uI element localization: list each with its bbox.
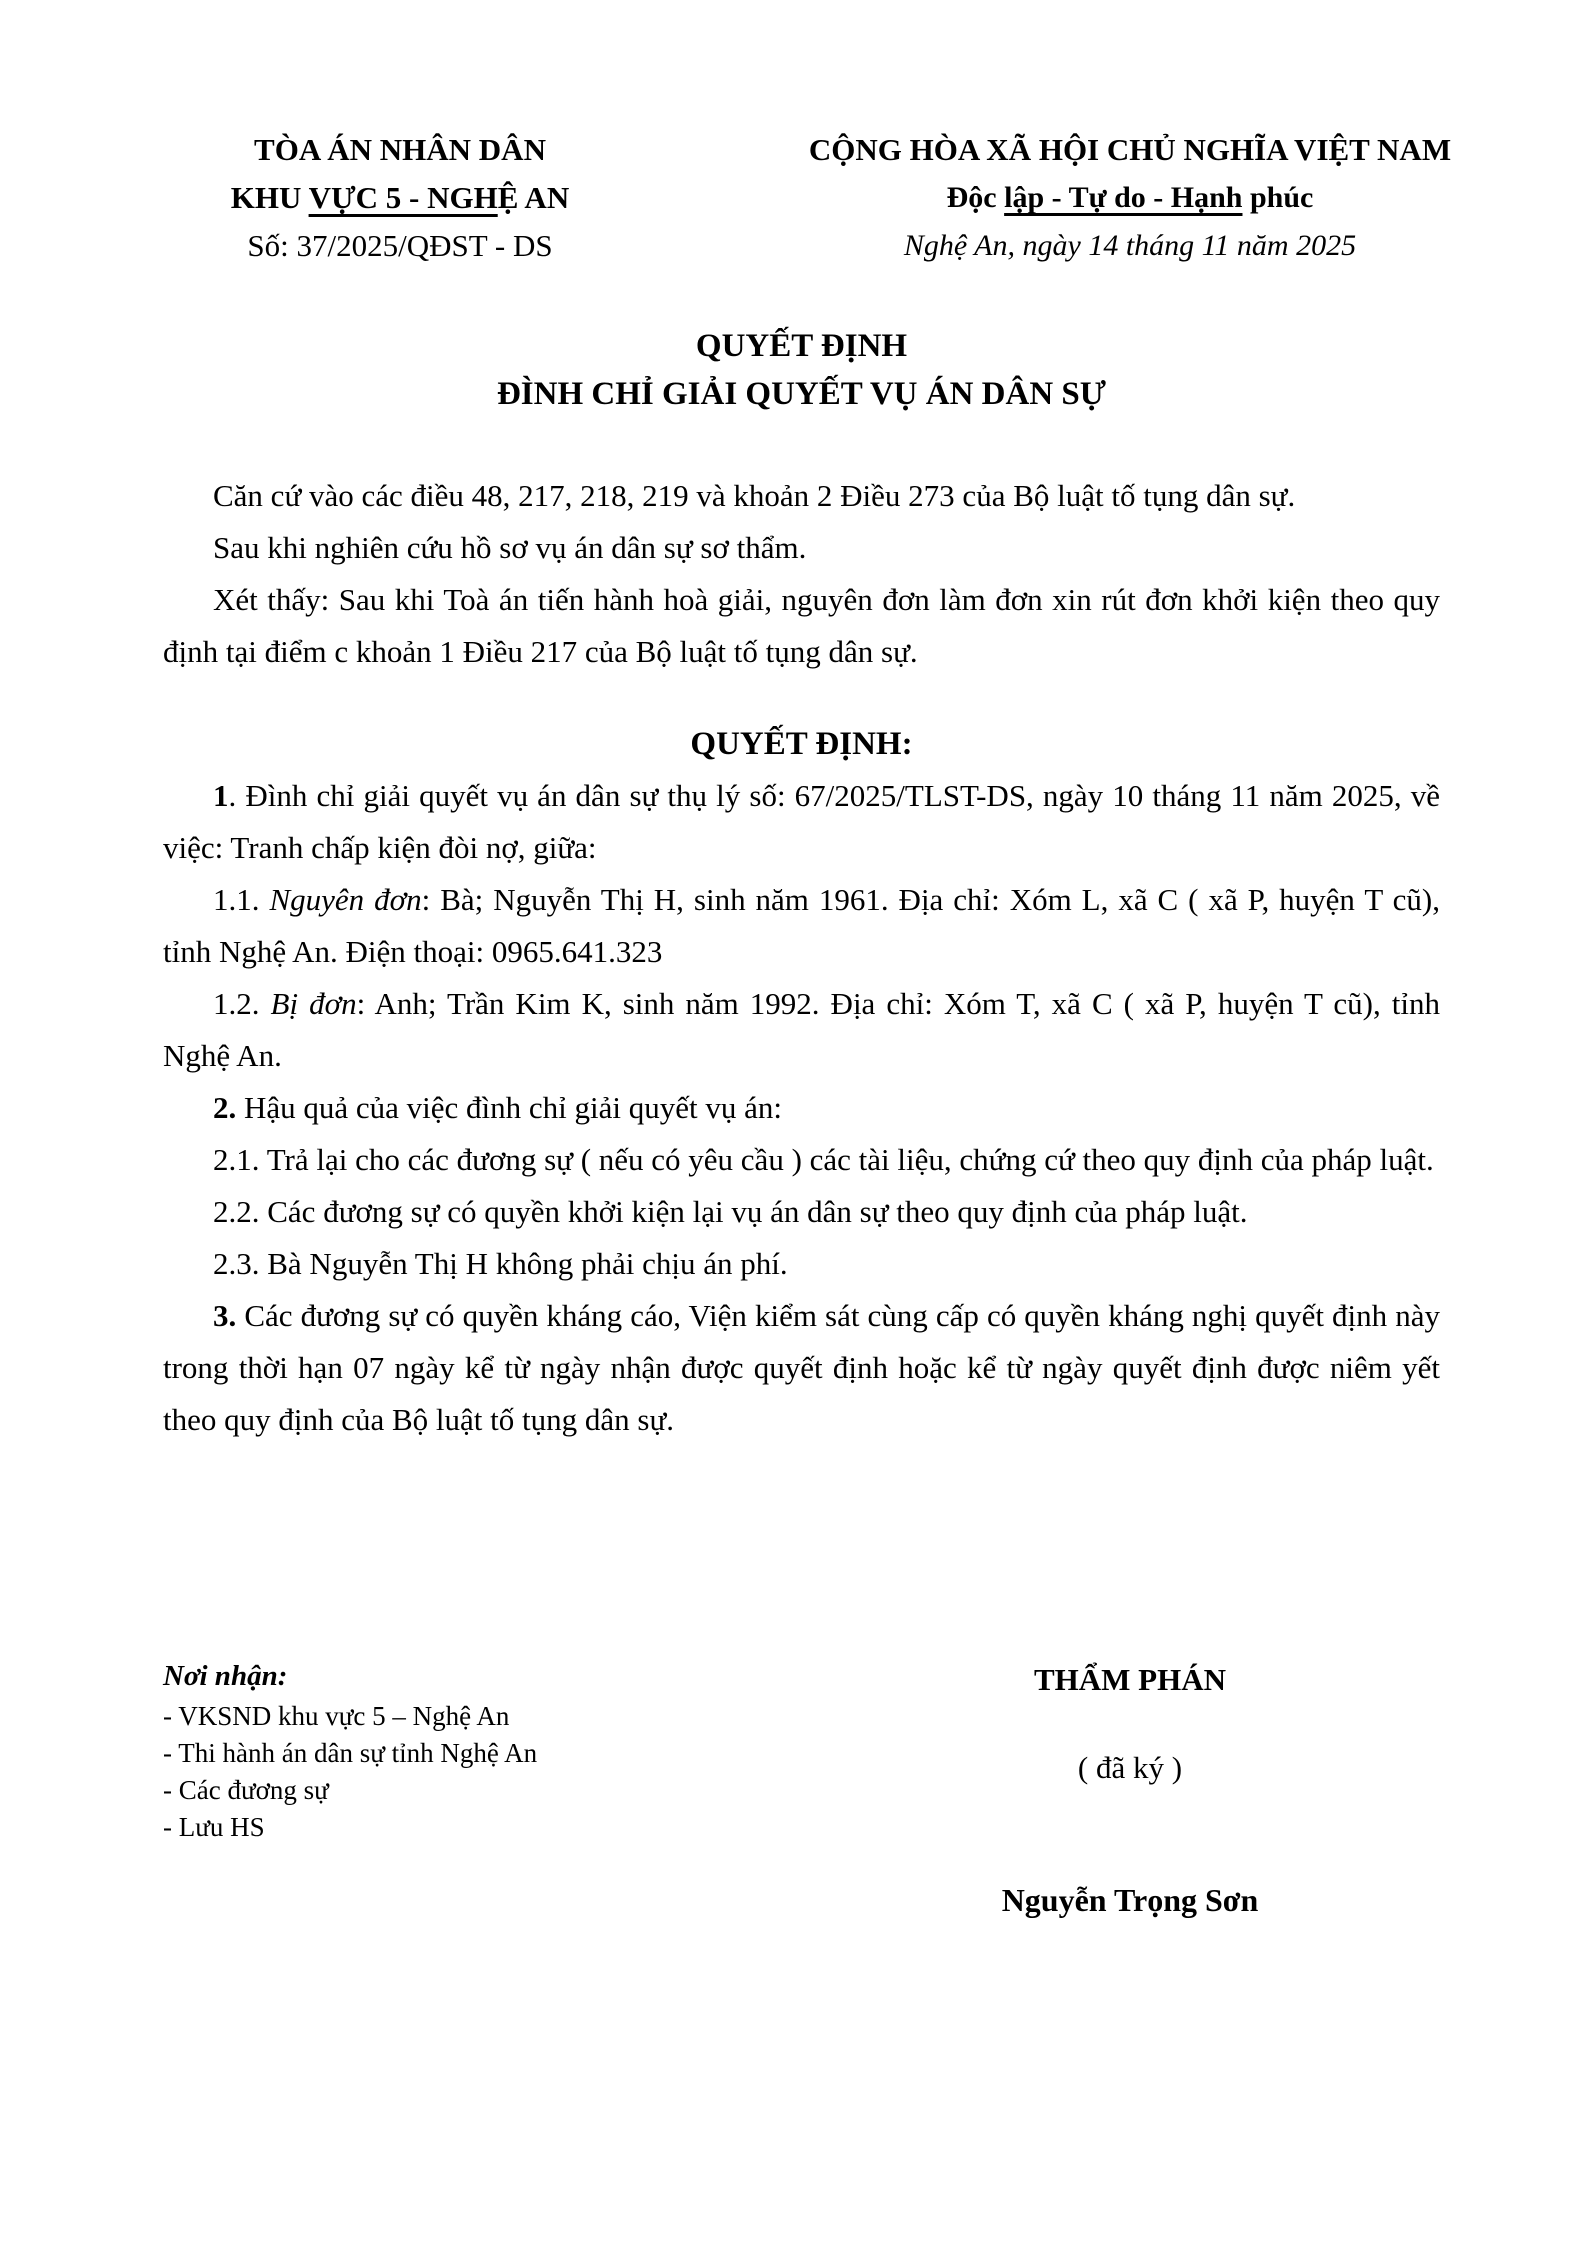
item-3-number: 3. [213, 1298, 237, 1333]
document-number: Số: 37/2025/QĐST - DS [247, 228, 553, 263]
signed-note: ( đã ký ) [1077, 1750, 1183, 1785]
item-1-2-role-label: Bị đơn [270, 986, 357, 1021]
paragraph-item-2-2: 2.2. Các đương sự có quyền khởi kiện lại vụ án dân sự theo quy định của pháp luật. [213, 1194, 1248, 1229]
paragraph-item-2-3: 2.3. Bà Nguyễn Thị H không phải chịu án phí. [213, 1246, 788, 1281]
item-2-number: 2. [213, 1090, 237, 1125]
document-title-block [163, 322, 1440, 418]
document-title-line1: QUYẾT ĐỊNH [695, 328, 908, 364]
paragraph-item-2-1: 2.1. Trả lại cho các đương sự ( nếu có yêu cầu ) các tài liệu, chứng cứ theo quy định của pháp luật. [213, 1142, 1434, 1177]
item-2-text: Hậu quả của việc đình chỉ giải quyết vụ án: [236, 1090, 783, 1125]
judge-name: Nguyễn Trọng Sơn [1001, 1882, 1259, 1918]
paragraph-item-1-2 [163, 978, 1440, 1082]
motto-suffix: phúc [1242, 181, 1314, 214]
motto-prefix: Độc [946, 181, 1005, 214]
recipients-block [163, 1658, 537, 1846]
recipient-item: - Các đương sự [163, 1775, 329, 1805]
paragraph-review: Sau khi nghiên cứu hồ sơ vụ án dân sự sơ thẩm. [213, 530, 807, 565]
motto-underlined: lập - Tự do - Hạnh [1004, 181, 1243, 214]
paragraph-item-1-1 [163, 874, 1440, 978]
signature-block [880, 1660, 1380, 1920]
court-name-line1: TÒA ÁN NHÂN DÂN [254, 132, 546, 167]
item-1-1-text: : Bà; Nguyễn Thị H, sinh năm 1961. Địa chỉ: Xóm L, xã C ( xã P, huyện T cũ), tỉnh Nghệ An. Điện thoại: 0965.641.323 [163, 882, 1440, 969]
recipient-item: - Thi hành án dân sự tỉnh Nghệ An [163, 1738, 538, 1768]
item-1-2-text: : Anh; Trần Kim K, sinh năm 1992. Địa chỉ: Xóm T, xã C ( xã P, huyện T cũ), tỉnh Nghệ An. [163, 986, 1440, 1073]
place-and-date: Nghệ An, ngày 14 tháng 11 năm 2025 [903, 229, 1357, 262]
national-motto [700, 174, 1560, 222]
paragraph-item-2 [163, 1082, 1440, 1134]
national-header-block [700, 126, 1560, 270]
decision-section-heading: QUYẾT ĐỊNH: [690, 726, 913, 762]
item-3-text: Các đương sự có quyền kháng cáo, Viện kiểm sát cùng cấp có quyền kháng nghị quyết định này trong thời hạn 07 ngày kể từ ngày nhận được quyết định hoặc kể từ ngày quyết định được niêm yết theo quy định của Bộ luật tố tụng dân sự. [163, 1298, 1440, 1437]
item-1-1-number: 1.1. [213, 882, 270, 917]
recipient-item: - Lưu HS [163, 1812, 265, 1842]
national-title: CỘNG HÒA XÃ HỘI CHỦ NGHĨA VIỆT NAM [808, 132, 1452, 167]
issuing-authority-block [180, 126, 620, 270]
recipients-label: Nơi nhận: [163, 1660, 288, 1692]
item-1-1-role-label: Nguyên đơn [269, 882, 422, 917]
document-title-line2: ĐÌNH CHỈ GIẢI QUYẾT VỤ ÁN DÂN SỰ [496, 376, 1107, 412]
item-1-number: 1 [213, 778, 229, 813]
court-name-line2-suffix: Ệ AN [497, 180, 570, 215]
item-1-text: . Đình chỉ giải quyết vụ án dân sự thụ lý số: 67/2025/TLST-DS, ngày 10 tháng 11 năm 2025, về việc: Tranh chấp kiện đòi nợ, giữa: [163, 778, 1440, 865]
judge-title: THẨM PHÁN [1033, 1662, 1226, 1697]
paragraph-findings: Xét thấy: Sau khi Toà án tiến hành hoà giải, nguyên đơn làm đơn xin rút đơn khởi kiện theo quy định tại điểm c khoản 1 Điều 217 của Bộ luật tố tụng dân sự. [163, 582, 1440, 669]
paragraph-item-3 [163, 1290, 1440, 1446]
item-1-2-number: 1.2. [213, 986, 271, 1021]
court-name-line2 [180, 174, 620, 222]
paragraph-item-1 [163, 770, 1440, 874]
recipient-item: - VKSND khu vực 5 – Nghệ An [163, 1701, 510, 1731]
document-body [163, 470, 1440, 1446]
court-name-line2-underlined: VỰC 5 - NGH [308, 180, 498, 215]
court-name-line2-prefix: KHU [230, 180, 309, 215]
paragraph-legal-basis: Căn cứ vào các điều 48, 217, 218, 219 và khoản 2 Điều 273 của Bộ luật tố tụng dân sự. [213, 478, 1296, 513]
